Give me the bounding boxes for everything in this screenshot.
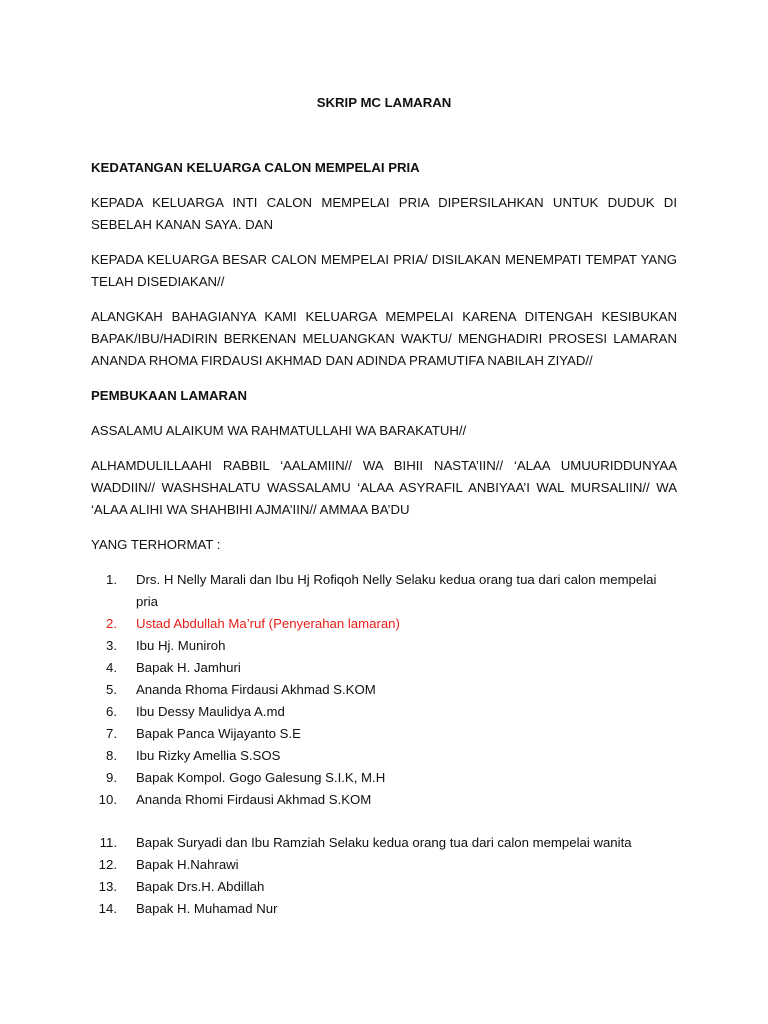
list-number: 2. bbox=[106, 616, 117, 631]
paragraph: ALHAMDULILLAAHI RABBIL ‘AALAMIIN// WA BIHII NASTA’IIN// ‘ALAA UMUURIDDUNYAA WADDIIN// WASHSHALATU WASSALAMU ‘ALAA ASYRAFIL ANBIYAA’I WAL MURSALIIN// WA ‘ALAA ALIHI WA SHAHBIHI AJMA’IIN// AMMAA BA’DU bbox=[91, 458, 677, 517]
list-text: Bapak H. Muhamad Nur bbox=[136, 901, 278, 916]
list-number: 4. bbox=[106, 660, 117, 675]
list-item bbox=[91, 898, 677, 920]
list-number: 10. bbox=[98, 792, 117, 807]
list-text: Ananda Rhomi Firdausi Akhmad S.KOM bbox=[136, 792, 372, 807]
list-text: Bapak Drs.H. Abdillah bbox=[136, 879, 265, 894]
list-item bbox=[91, 679, 677, 701]
paragraph: KEPADA KELUARGA BESAR CALON MEMPELAI PRIA/ DISILAKAN MENEMPATI TEMPAT YANG TELAH DISEDIAKAN// bbox=[91, 252, 677, 289]
list-text: Bapak H. Jamhuri bbox=[136, 660, 241, 675]
list-item bbox=[91, 569, 677, 613]
list-number: 14. bbox=[98, 901, 117, 916]
list-item bbox=[91, 789, 677, 811]
list-item bbox=[91, 767, 677, 789]
section-heading-pembukaan: PEMBUKAAN LAMARAN bbox=[91, 388, 248, 403]
list-text: Drs. H Nelly Marali dan Ibu Hj Rofiqoh Nelly Selaku kedua orang tua dari calon mempelai pria bbox=[136, 572, 657, 609]
list-text: Bapak Kompol. Gogo Galesung S.I.K, M.H bbox=[136, 770, 386, 785]
list-text: Ibu Dessy Maulidya A.md bbox=[136, 704, 285, 719]
paragraph: ASSALAMU ALAIKUM WA RAHMATULLAHI WA BARAKATUH// bbox=[91, 423, 467, 438]
list-item bbox=[91, 876, 677, 898]
list-number: 5. bbox=[106, 682, 117, 697]
list-item bbox=[91, 701, 677, 723]
list-text: Ibu Rizky Amellia S.SOS bbox=[136, 748, 281, 763]
list-text: Ibu Hj. Muniroh bbox=[136, 638, 226, 653]
list-number: 7. bbox=[106, 726, 117, 741]
list-number: 3. bbox=[106, 638, 117, 653]
list-text: Bapak Suryadi dan Ibu Ramziah Selaku kedua orang tua dari calon mempelai wanita bbox=[136, 835, 632, 850]
document-title: SKRIP MC LAMARAN bbox=[316, 95, 452, 110]
list-item bbox=[91, 657, 677, 679]
list-item bbox=[91, 745, 677, 767]
list-item-highlighted bbox=[91, 613, 677, 635]
list-item bbox=[91, 635, 677, 657]
paragraph: ALANGKAH BAHAGIANYA KAMI KELUARGA MEMPELAI KARENA DITENGAH KESIBUKAN BAPAK/IBU/HADIRIN BERKENAN MELUANGKAN WAKTU/ MENGHADIRI PROSESI LAMARAN ANANDA RHOMA FIRDAUSI AKHMAD DAN ADINDA PRAMUTIFA NABILAH ZIYAD// bbox=[91, 309, 677, 368]
list-text: Ananda Rhoma Firdausi Akhmad S.KOM bbox=[136, 682, 376, 697]
list-text: Ustad Abdullah Ma’ruf (Penyerahan lamaran) bbox=[136, 616, 400, 631]
section-heading-kedatangan: KEDATANGAN KELUARGA CALON MEMPELAI PRIA bbox=[91, 160, 420, 175]
list-item bbox=[91, 723, 677, 745]
attendee-list-groom bbox=[91, 569, 677, 811]
paragraph: KEPADA KELUARGA INTI CALON MEMPELAI PRIA DIPERSILAHKAN UNTUK DUDUK DI SEBELAH KANAN SAYA. DAN bbox=[91, 195, 677, 232]
attendee-list-bride bbox=[91, 832, 677, 920]
list-item bbox=[91, 832, 677, 854]
paragraph-yang-terhormat: YANG TERHORMAT : bbox=[91, 537, 221, 552]
list-number: 13. bbox=[98, 879, 117, 894]
list-item bbox=[91, 854, 677, 876]
document-content bbox=[91, 92, 677, 920]
list-number: 12. bbox=[98, 857, 117, 872]
list-number: 8. bbox=[106, 748, 117, 763]
list-text: Bapak H.Nahrawi bbox=[136, 857, 239, 872]
list-number: 11. bbox=[99, 835, 117, 850]
list-number: 6. bbox=[106, 704, 117, 719]
list-text: Bapak Panca Wijayanto S.E bbox=[136, 726, 301, 741]
list-number: 1. bbox=[106, 572, 117, 587]
list-number: 9. bbox=[106, 770, 117, 785]
list-spacer bbox=[91, 811, 677, 832]
